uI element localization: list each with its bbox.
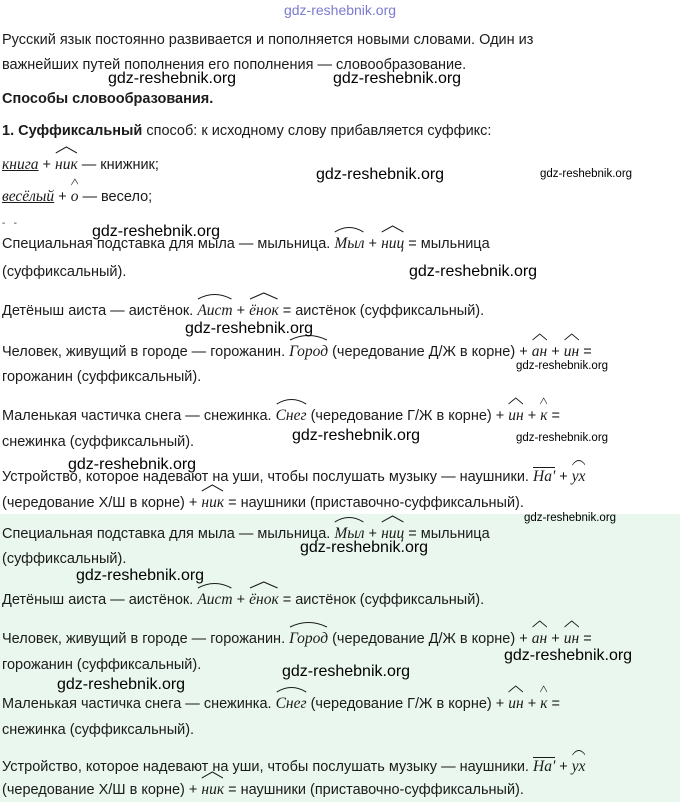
watermark: gdz-reshebnik.org [524,512,617,524]
answer-text: = мыльница [404,526,490,542]
suffix: ин [508,407,524,424]
answer-text: Маленькая частичка снега — снежинка. [2,696,276,712]
plus-sign: + [491,408,509,424]
suffix: ан [531,343,548,360]
root-mark [334,234,364,254]
suffix-mark [532,342,547,362]
answer-2-line-1-repeat [2,590,484,610]
plus-sign: + [38,157,56,173]
answer-2-line-1 [2,301,484,321]
plus-sign: + [515,344,532,360]
plus-sign: + [232,592,250,608]
suffix-cap-icon [508,397,523,405]
plus-sign: + [523,408,541,424]
suffix-mark [508,694,523,714]
suffix-cap-icon [532,620,547,628]
suffix-cap-icon [532,333,547,341]
intro-line-2: важнейших путей пополнения его пополнения — словообразование. [2,57,467,73]
root-mark [197,590,232,610]
prefix: На' [533,468,556,485]
answer-text: Человек, живущий в городе — горожанин. [2,344,290,360]
answer-text: Детёныш аиста — аистёнок. [2,303,198,319]
root: Мыл [334,525,365,542]
answer-text: Человек, живущий в городе — горожанин. [2,631,290,647]
suffix-cap-icon [381,515,404,523]
root-arc-icon [276,685,307,693]
root-arc-icon [197,292,232,300]
suffix-mark [564,342,579,362]
suffix-mark [201,780,224,800]
suffix: ниц [381,525,405,542]
root-mark [289,342,328,362]
answer-text: = наушники (приставочно-суффиксальный). [224,495,524,511]
watermark: gdz-reshebnik.org [504,647,633,664]
answer-text: (чередование Д/Ж в корне) [328,344,516,360]
answer-4-line-2-repeat: снежинка (суффиксальный). [2,722,195,738]
plus-sign: + [523,696,541,712]
root-mark [276,694,307,714]
answer-text: (чередование Д/Ж в корне) [328,631,516,647]
root-mark [197,301,232,321]
suffix-cap-icon [55,146,78,154]
suffix: ник [201,781,225,798]
rule-label: 1. Суффиксальный [2,123,143,139]
watermark: gdz-reshebnik.org [516,360,609,372]
plus-sign: + [555,469,572,485]
suffix: ан [531,630,548,647]
example-1-suffix: ник [55,156,78,173]
watermark: gdz-reshebnik.org [76,567,205,584]
root-mark [572,467,586,487]
suffix-mark [55,155,78,175]
root: ух [571,758,586,775]
answer-4-line-1-repeat [2,694,560,714]
suffix-mark [508,406,523,426]
suffix: ин [508,695,524,712]
suffix-mark [540,694,547,714]
example-2-root: весёлый [2,188,55,205]
intro-line-1: Русский язык постоянно развивается и пополняется новыми словами. Один из [2,32,534,48]
suffix-cap-icon [508,685,523,693]
answer-text: (чередование Х/Ш в корне) + [2,495,202,511]
root: Снег [275,407,307,424]
suffix-cap-icon [71,178,79,186]
root-arc-icon [572,458,586,466]
answer-text: = мыльница [404,236,490,252]
answer-1-line-2-repeat: (суффиксальный). [2,551,127,567]
suffix-cap-icon [249,292,279,300]
root-arc-icon [572,748,586,756]
watermark: gdz-reshebnik.org [185,320,314,337]
suffix: ин [563,343,580,360]
suffix-cap-icon [540,397,547,405]
watermark: gdz-reshebnik.org [316,166,445,183]
answer-text: Детёныш аиста — аистёнок. [2,592,198,608]
suffix: ёнок [249,302,279,319]
answer-text: Устройство, которое надевают на уши, чтобы послушать музыку — наушники. [2,469,533,485]
watermark: gdz-reshebnik.org [282,663,411,680]
suffix-mark [249,301,279,321]
suffix: ин [563,630,580,647]
root: Мыл [334,235,365,252]
watermark: gdz-reshebnik.org [333,70,462,87]
watermark: gdz-reshebnik.org [300,539,429,556]
plus-sign: + [364,236,382,252]
answer-1-line-2: (суффиксальный). [2,264,127,280]
suffix-cap-icon [201,771,224,779]
root: ух [571,468,586,485]
example-2 [2,187,152,207]
example-1-result: — книжник; [77,157,159,173]
suffix-cap-icon [540,685,547,693]
example-2-result: — весело; [78,189,153,205]
suffix: ёнок [249,591,279,608]
suffix-mark [381,234,404,254]
plus-sign: + [547,344,564,360]
plus-sign: + [515,631,532,647]
watermark: gdz-reshebnik.org [516,432,609,444]
plus-sign: + [54,189,71,205]
answer-text: = [547,696,561,712]
watermark: gdz-reshebnik.org [292,427,421,444]
example-1-root: книга [2,156,39,173]
root-mark [289,629,328,649]
watermark: gdz-reshebnik.org [409,263,538,280]
example-1 [2,155,159,175]
answer-text: = [547,408,561,424]
answer-5-line-2-repeat [2,780,524,800]
answer-text: Специальная подставка для мыла — мыльница. [2,236,335,252]
clipped-text-fragment: ‐ ‐ [2,218,17,229]
watermark: gdz-reshebnik.org [92,223,221,240]
root: Город [289,343,329,360]
answer-text: (чередование Г/Ж в корне) [306,408,492,424]
watermark: gdz-reshebnik.org [57,676,186,693]
root-arc-icon [276,397,307,405]
watermark: gdz-reshebnik.org [108,70,237,87]
prefix: На' [533,758,556,775]
root: Аист [197,302,233,319]
watermark: gdz-reshebnik.org [540,168,633,180]
suffix-mark [532,629,547,649]
root-arc-icon [289,620,328,628]
root-arc-icon [334,225,364,233]
answer-text: (чередование Х/Ш в корне) + [2,782,202,798]
answer-text: = аистёнок (суффиксальный). [278,303,485,319]
suffix: к [540,407,548,424]
suffix: ниц [381,235,405,252]
answer-4-line-2: снежинка (суффиксальный). [2,434,195,450]
suffix-cap-icon [381,225,404,233]
answer-1-line-1 [2,234,490,254]
answer-text: = [579,344,592,360]
answer-3-line-1 [2,342,592,362]
root-mark [276,406,307,426]
suffix-cap-icon [564,620,579,628]
watermark: gdz-reshebnik.org [68,456,197,473]
answer-text: Маленькая частичка снега — снежинка. [2,408,276,424]
suffix-cap-icon [564,333,579,341]
answer-text: = наушники (приставочно-суффиксальный). [224,782,524,798]
answer-3-line-1-repeat [2,629,592,649]
root: Город [289,630,329,647]
root: Аист [197,591,233,608]
answer-5-line-2 [2,493,524,513]
plus-sign: + [232,303,250,319]
root-arc-icon [334,515,364,523]
answer-5-line-1-repeat [2,757,585,777]
example-2-suffix: о [70,188,79,205]
answer-text: Устройство, которое надевают на уши, чтобы послушать музыку — наушники. [2,759,533,775]
answer-text: = аистёнок (суффиксальный). [278,592,485,608]
suffix-mark [540,406,547,426]
answer-text: (чередование Г/Ж в корне) [306,696,492,712]
root-mark [572,757,586,777]
suffix-mark [71,187,79,207]
plus-sign: + [364,526,382,542]
plus-sign: + [547,631,564,647]
answer-text: Специальная подставка для мыла — мыльница. [2,526,335,542]
answer-3-line-2: горожанин (суффиксальный). [2,369,202,385]
suffix-mark [564,629,579,649]
suffix: к [540,695,548,712]
suffix-cap-icon [201,484,224,492]
rule-text: способ: к исходному слову прибавляется суффикс: [142,123,492,139]
section-heading: Способы словообразования. [2,91,214,107]
answer-text: = [579,631,592,647]
root: Снег [275,695,307,712]
plus-sign: + [555,759,572,775]
suffix-mark [201,493,224,513]
suffix: ник [201,494,225,511]
watermark-top: gdz-reshebnik.org [283,2,397,18]
answer-4-line-1 [2,406,560,426]
answer-3-line-2-repeat: горожанин (суффиксальный). [2,657,202,673]
suffix-cap-icon [249,581,279,589]
plus-sign: + [491,696,509,712]
suffix-rule [2,121,491,141]
suffix-mark [249,590,279,610]
